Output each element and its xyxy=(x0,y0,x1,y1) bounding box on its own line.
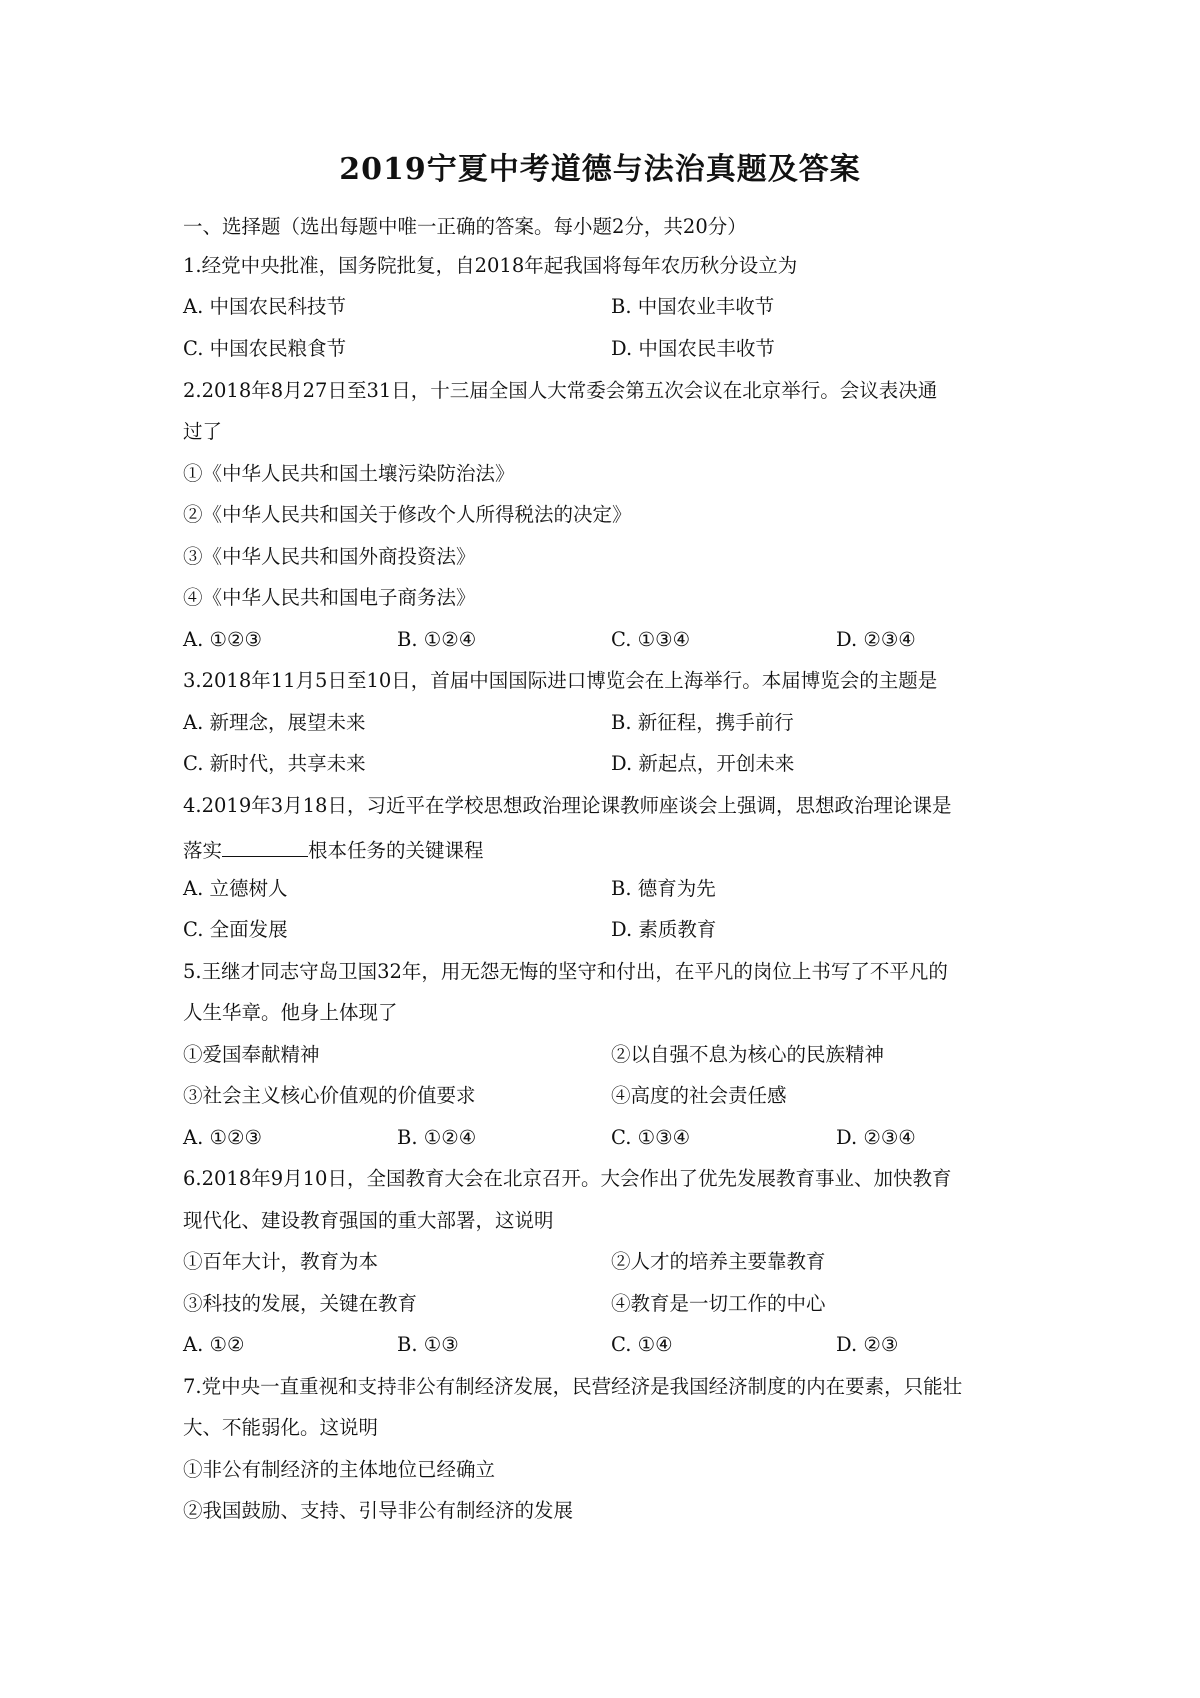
question-4-option-d: D. 素质教育 xyxy=(611,918,717,941)
question-7-stem-line1: 7.党中央一直重视和支持非公有制经济发展，民营经济是我国经济制度的内在要素，只能壮 xyxy=(183,1375,963,1398)
question-5-item-4: ④高度的社会责任感 xyxy=(611,1084,787,1107)
question-5-stem-line2: 人生华章。他身上体现了 xyxy=(183,1001,398,1024)
question-4-option-b: B. 德育为先 xyxy=(611,877,716,900)
question-4-stem-prefix: 落实 xyxy=(183,839,223,862)
question-4-option-c: C. 全面发展 xyxy=(183,918,288,941)
question-2-option-a: A. ①②③ xyxy=(183,628,262,651)
question-1-option-c: C. 中国农民粮食节 xyxy=(183,337,347,360)
question-2-stem-line2: 过了 xyxy=(183,420,223,443)
question-6-item-2: ②人才的培养主要靠教育 xyxy=(611,1250,826,1273)
page-title: 2019宁夏中考道德与法治真题及答案 xyxy=(339,152,861,187)
question-6-item-1: ①百年大计，教育为本 xyxy=(183,1250,379,1273)
question-5-item-3: ③社会主义核心价值观的价值要求 xyxy=(183,1084,476,1107)
section-heading: 一、选择题（选出每题中唯一正确的答案。每小题2分，共20分） xyxy=(183,215,747,238)
question-5-option-d: D. ②③④ xyxy=(836,1126,916,1149)
question-5-option-c: C. ①③④ xyxy=(611,1126,691,1149)
question-2-item-3: ③《中华人民共和国外商投资法》 xyxy=(183,545,476,568)
question-5-option-a: A. ①②③ xyxy=(183,1126,262,1149)
question-2-stem-line1: 2.2018年8月27日至31日，十三届全国人大常委会第五次会议在北京举行。会议表决通 xyxy=(183,379,938,402)
question-2-item-1: ①《中华人民共和国土壤污染防治法》 xyxy=(183,462,515,485)
question-3-option-b: B. 新征程，携手前行 xyxy=(611,711,794,734)
question-5-stem-line1: 5.王继才同志守岛卫国32年，用无怨无悔的坚守和付出，在平凡的岗位上书写了不平凡的 xyxy=(183,960,948,983)
question-2-option-b: B. ①②④ xyxy=(397,628,477,651)
answer-blank xyxy=(222,834,308,857)
question-2-item-2: ②《中华人民共和国关于修改个人所得税法的决定》 xyxy=(183,503,632,526)
question-2-item-4: ④《中华人民共和国电子商务法》 xyxy=(183,586,476,609)
question-2-option-c: C. ①③④ xyxy=(611,628,691,651)
question-7-item-2: ②我国鼓励、支持、引导非公有制经济的发展 xyxy=(183,1499,574,1522)
question-1-option-a: A. 中国农民科技节 xyxy=(183,295,346,318)
question-3-option-d: D. 新起点，开创未来 xyxy=(611,752,795,775)
question-6-option-c: C. ①④ xyxy=(611,1333,673,1356)
question-3-option-a: A. 新理念，展望未来 xyxy=(183,711,366,734)
question-1-stem: 1.经党中央批准，国务院批复，自2018年起我国将每年农历秋分设立为 xyxy=(183,254,798,277)
question-5-option-b: B. ①②④ xyxy=(397,1126,477,1149)
question-6-option-d: D. ②③ xyxy=(836,1333,899,1356)
question-5-item-2: ②以自强不息为核心的民族精神 xyxy=(611,1043,885,1066)
question-7-item-1: ①非公有制经济的主体地位已经确立 xyxy=(183,1458,496,1481)
question-3-option-c: C. 新时代，共享未来 xyxy=(183,752,366,775)
question-3-stem: 3.2018年11月5日至10日，首届中国国际进口博览会在上海举行。本届博览会的主题是 xyxy=(183,669,938,692)
question-6-item-4: ④教育是一切工作的中心 xyxy=(611,1292,826,1315)
question-4-stem-suffix: 根本任务的关键课程 xyxy=(308,839,484,862)
question-6-item-3: ③科技的发展，关键在教育 xyxy=(183,1292,418,1315)
question-6-stem-line1: 6.2018年9月10日，全国教育大会在北京召开。大会作出了优先发展教育事业、加快教育 xyxy=(183,1167,952,1190)
question-2-option-d: D. ②③④ xyxy=(836,628,916,651)
question-6-option-a: A. ①② xyxy=(183,1333,245,1356)
question-6-option-b: B. ①③ xyxy=(397,1333,459,1356)
question-4-stem-line1: 4.2019年3月18日，习近平在学校思想政治理论课教师座谈会上强调，思想政治理论课是 xyxy=(183,794,952,817)
question-5-item-1: ①爱国奉献精神 xyxy=(183,1043,320,1066)
question-7-stem-line2: 大、不能弱化。这说明 xyxy=(183,1416,379,1439)
question-1-option-b: B. 中国农业丰收节 xyxy=(611,295,775,318)
question-4-option-a: A. 立德树人 xyxy=(183,877,288,900)
question-1-option-d: D. 中国农民丰收节 xyxy=(611,337,775,360)
question-4-stem-line2 xyxy=(183,834,484,864)
question-6-stem-line2: 现代化、建设教育强国的重大部署，这说明 xyxy=(183,1209,554,1232)
